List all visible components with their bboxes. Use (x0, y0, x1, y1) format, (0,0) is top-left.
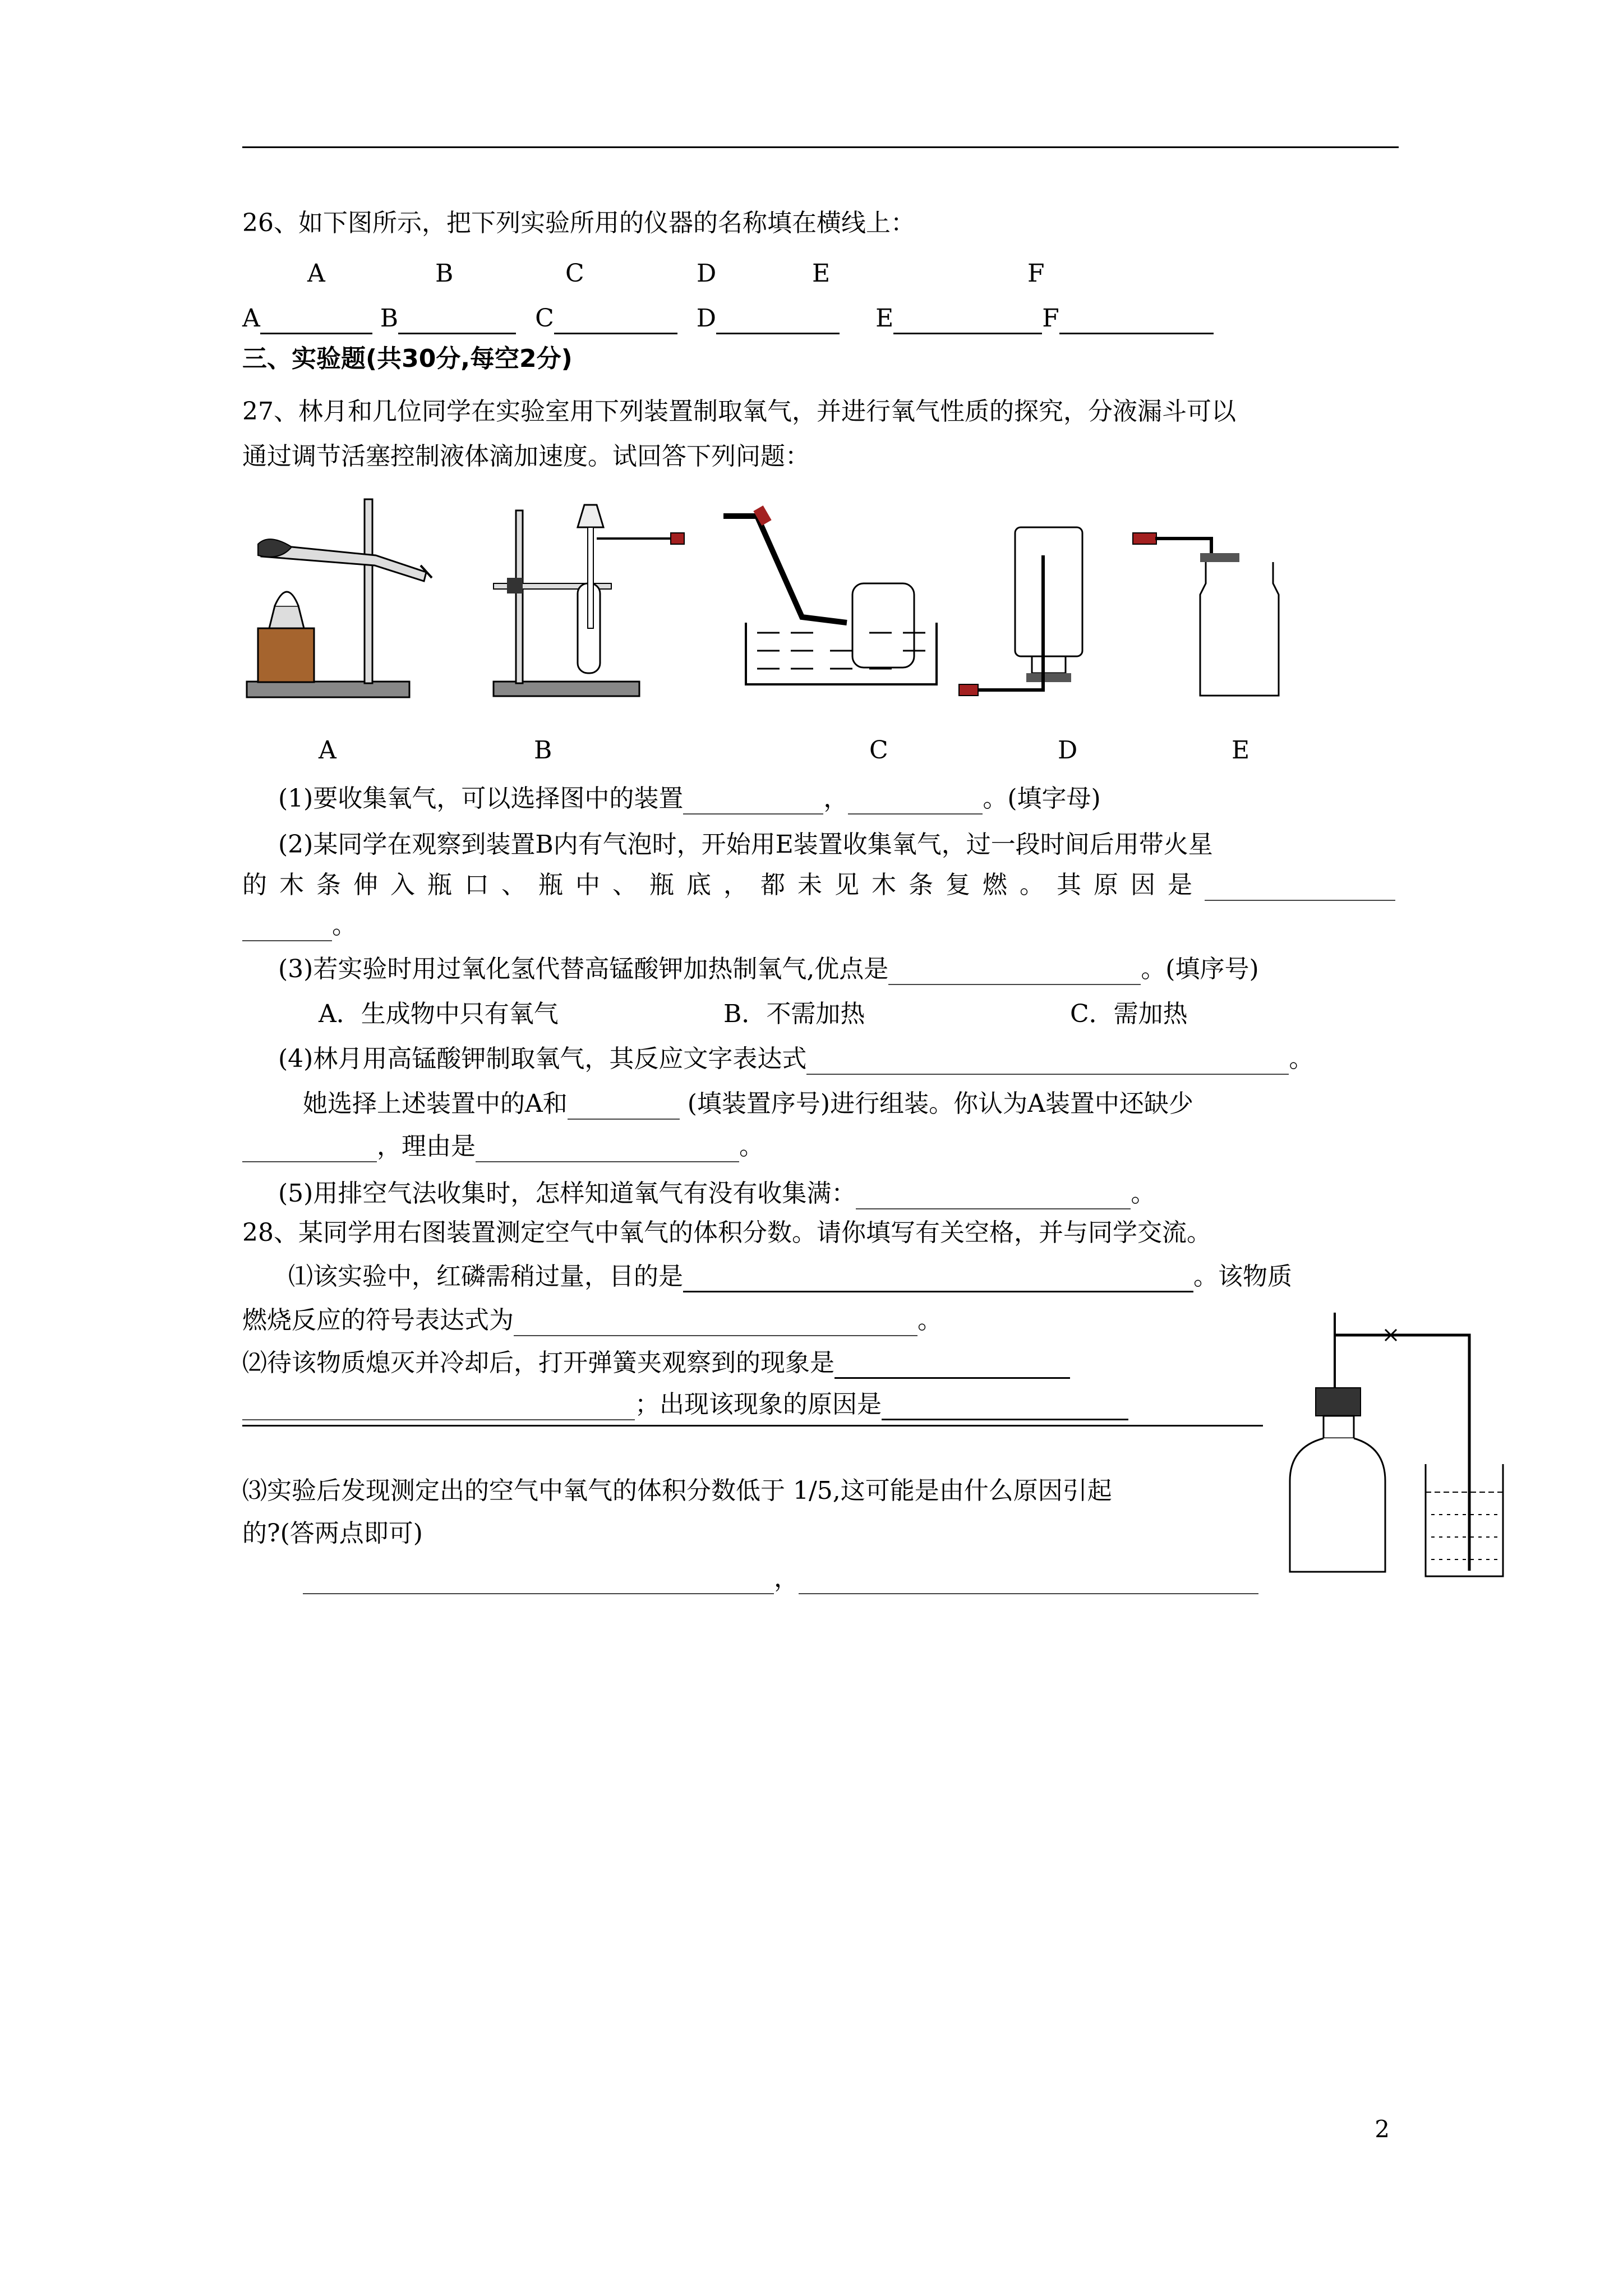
section-title: 三、实验题(共30分,每空2分) (242, 344, 573, 373)
q27-part2-blank-cont[interactable] (242, 915, 332, 941)
q27-part2-line2-text: 的木条伸入瓶口、瓶中、瓶底，都未见木条复燃。其原因是 (242, 871, 1205, 899)
figure-label-d: D (1058, 736, 1078, 765)
q28-part3-line3 (303, 1563, 1258, 1594)
q27-part4-line2-text: 她选择上述装置中的A和 (303, 1089, 568, 1118)
q28-part1-eq-text: 燃烧反应的符号表达式为 (242, 1306, 514, 1335)
q27-part4-blank-missing[interactable] (242, 1137, 377, 1162)
q27-part4-reason-end: 。 (739, 1132, 764, 1161)
figure-label-b: B (534, 736, 552, 765)
q26-label-b: B (435, 259, 454, 288)
page-number: 2 (1375, 2115, 1390, 2143)
q26-prompt: 26、如下图所示，把下列实验所用的仪器的名称填在横线上： (242, 209, 915, 237)
q27-part4-line3 (242, 1131, 764, 1162)
figure-label-a: A (319, 736, 336, 765)
q27-part5 (278, 1178, 1155, 1209)
q28-part1-text-cont: 。该物质 (1193, 1262, 1292, 1291)
q28-part2-blank-phenomenon-cont[interactable] (242, 1395, 635, 1420)
q27-part3-blank[interactable] (888, 959, 1141, 985)
q27-part4-blank-device[interactable] (568, 1094, 680, 1120)
q28-intro: 28、某同学用右图装置测定空气中氧气的体积分数。请你填写有关空格，并与同学交流。 (242, 1218, 1211, 1247)
apparatus-c-figure (723, 505, 937, 696)
q27-part1-blank-2[interactable] (848, 789, 983, 815)
apparatus-b-figure (477, 494, 695, 707)
q26-label-d: D (697, 259, 717, 288)
q27-part2-line1: (2)某同学在观察到装置B内有气泡时，开始用E装置收集氧气，过一段时间后用带火星 (278, 830, 1213, 859)
oxygen-measurement-figure (1284, 1313, 1520, 1582)
q27-part2-blank[interactable] (1205, 875, 1395, 901)
header-rule (242, 146, 1399, 148)
q27-part4-end: 。 (1289, 1045, 1314, 1073)
q27-part1 (278, 783, 1101, 815)
q26-label-e: E (812, 259, 831, 288)
q26-label-a: A (307, 259, 325, 288)
q26-blank-label-e: E (875, 304, 894, 333)
q27-part3-end: 。(填序号) (1141, 955, 1259, 983)
q26-blank-f[interactable] (1059, 306, 1214, 334)
q27-part1-end: 。(填字母) (983, 784, 1101, 813)
q28-part2-text: ⑵待该物质熄灭并冷却后，打开弹簧夹观察到的现象是 (242, 1349, 834, 1377)
q27-part4-text: (4)林月用高锰酸钾制取氧气，其反应文字表达式 (278, 1045, 807, 1073)
q26-label-c: C (565, 259, 584, 288)
q27-line2: 通过调节活塞控制液体滴加速度。试回答下列问题： (242, 442, 810, 471)
q28-part3-line2: 的?(答两点即可) (242, 1519, 423, 1548)
q27-part5-end: 。 (1131, 1179, 1156, 1208)
q26-blank-label-a: A (242, 304, 260, 333)
q27-part3-option-c: C．需加热 (1070, 1000, 1188, 1028)
q28-part3-sep: ， (774, 1564, 799, 1593)
q27-part4-line1 (278, 1043, 1313, 1075)
q27-line1: 27、林月和几位同学在实验室用下列装置制取氧气，并进行氧气性质的探究，分液漏斗可以 (242, 397, 1236, 426)
q28-part2-blank-reason[interactable] (882, 1392, 1128, 1420)
q28-part2-line2 (242, 1389, 1128, 1420)
q27-part4-line2-cont: (填装置序号)进行组装。你认为A装置中还缺少 (679, 1089, 1193, 1118)
q28-part2-blank-reason-cont[interactable] (242, 1425, 1263, 1427)
q26-blank-label-b: B (380, 304, 399, 333)
q27-part4-line2 (303, 1088, 1193, 1120)
q27-part1-sep: ， (823, 784, 849, 813)
q28-part1-line2 (242, 1305, 942, 1336)
q27-part5-blank[interactable] (856, 1184, 1131, 1209)
q26-label-f: F (1027, 259, 1045, 288)
q28-part1-eq-end: 。 (917, 1306, 942, 1335)
figure-label-c: C (869, 736, 888, 765)
apparatus-a-figure (247, 494, 437, 707)
q27-part3-option-b: B．不需加热 (723, 1000, 865, 1028)
q27-part5-text: (5)用排空气法收集时，怎样知道氧气有没有收集满： (278, 1179, 856, 1208)
q27-part1-blank-1[interactable] (683, 789, 823, 815)
q26-blank-d[interactable] (716, 306, 840, 334)
q26-blank-label-f: F (1042, 304, 1059, 333)
q27-part3-text: (3)若实验时用过氧化氢代替高锰酸钾加热制氧气,优点是 (278, 955, 889, 983)
q28-part2-blank-phenomenon[interactable] (834, 1350, 1070, 1379)
q27-part4-blank-equation[interactable] (806, 1049, 1289, 1075)
figure-label-e: E (1232, 736, 1250, 765)
q28-part2-line1 (242, 1347, 1070, 1379)
q28-part1-line1 (288, 1261, 1292, 1292)
q28-part3-blank-1[interactable] (303, 1568, 774, 1594)
q26-blank-c[interactable] (554, 306, 677, 334)
q26-answer-row (242, 303, 1214, 334)
q26-blank-label-c: C (535, 304, 554, 333)
q26-blank-label-d: D (696, 304, 717, 333)
q27-part2-line3 (242, 910, 357, 941)
q26-blank-b[interactable] (398, 306, 516, 334)
q27-part2-line2 (242, 869, 1395, 901)
q27-part3 (278, 954, 1259, 985)
q26-blank-a[interactable] (260, 306, 372, 334)
apparatus-e-figure (1127, 522, 1284, 707)
q26-blank-e[interactable] (893, 306, 1042, 334)
q28-part2-reason-text: ；出现该现象的原因是 (635, 1390, 882, 1419)
q27-part4-blank-reason[interactable] (476, 1137, 739, 1162)
q27-part4-reason-text: ，理由是 (377, 1132, 476, 1161)
q28-part1-blank-equation[interactable] (514, 1310, 917, 1336)
q27-part2-end: 。 (332, 911, 357, 940)
q28-part1-text: ⑴该实验中，红磷需稍过量，目的是 (288, 1262, 683, 1291)
q28-part3-line1: ⑶实验后发现测定出的空气中氧气的体积分数低于 1/5,这可能是由什么原因引起 (242, 1476, 1112, 1505)
apparatus-d-figure (953, 522, 1099, 707)
q27-part3-option-a: A．生成物中只有氧气 (319, 1000, 559, 1028)
q28-part1-blank-purpose[interactable] (683, 1264, 1193, 1292)
q28-part3-blank-2[interactable] (799, 1568, 1258, 1594)
q27-part1-text: (1)要收集氧气，可以选择图中的装置 (278, 784, 684, 813)
